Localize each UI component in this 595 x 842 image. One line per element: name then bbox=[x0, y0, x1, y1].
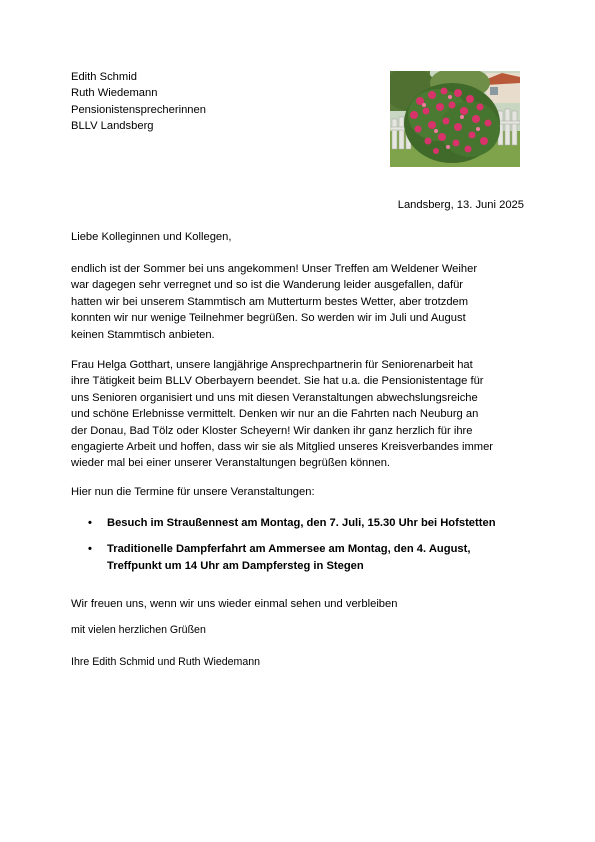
paragraph-line: wieder mal bei einer unserer Veranstaltungen begrüßen können. bbox=[71, 457, 391, 470]
greeting-line: mit vielen herzlichen Grüßen bbox=[71, 624, 206, 636]
paragraph-line: engagierte Arbeit und hoffen, dass wir sie als Mitglied unseres Kreisverbandes immer bbox=[71, 441, 494, 454]
rose-bush-photo bbox=[390, 71, 520, 167]
sender-line: BLLV Landsberg bbox=[71, 119, 154, 132]
paragraph-line: Frau Helga Gotthart, unsere langjährige Ansprechpartnerin für Seniorenarbeit hat bbox=[71, 359, 473, 371]
event-text: Treffpunkt um 14 Uhr am Dampfersteg in Stegen bbox=[107, 559, 364, 572]
sender-line: Edith Schmid bbox=[71, 71, 137, 83]
bullet-icon: • bbox=[88, 517, 92, 529]
paragraph-line: und schöne Erlebnisse vermittelt. Denken wir nur an die Fahrten nach Neuburg an bbox=[71, 408, 479, 421]
paragraph-line: war dagegen sehr verregnet und so ist die Wanderung leider ausgefallen, dafür bbox=[71, 279, 464, 292]
paragraph-line: uns Senioren organisiert und uns mit diesen Veranstaltungen abwechslungsreiche bbox=[71, 391, 478, 404]
paragraph-line: konnten wir nur wenige Teilnehmer begrüßen. So werden wir im Juli und August bbox=[71, 312, 466, 325]
events-list bbox=[71, 515, 531, 584]
salutation: Liebe Kolleginnen und Kollegen, bbox=[71, 231, 232, 243]
sender-line: Ruth Wiedemann bbox=[71, 87, 158, 100]
event-item bbox=[71, 541, 531, 574]
paragraph-summer bbox=[71, 261, 531, 343]
paragraph-line: endlich ist der Sommer bei uns angekommen! Unser Treffen am Weldener Weiher bbox=[71, 263, 478, 275]
letter-date: Landsberg, 13. Juni 2025 bbox=[397, 199, 524, 211]
event-text: Traditionelle Dampferfahrt am Ammersee am Montag, den 4. August, bbox=[107, 543, 471, 556]
paragraph-line: der Donau, Bad Tölz oder Kloster Scheyern! Wir danken ihr ganz herzlich für ihre bbox=[71, 424, 473, 437]
sender-block bbox=[71, 69, 206, 134]
signature: Ihre Edith Schmid und Ruth Wiedemann bbox=[71, 656, 261, 668]
event-text: Besuch im Straußennest am Montag, den 7. Juli, 15.30 Uhr bei Hofstetten bbox=[107, 517, 496, 529]
paragraph-farewell bbox=[71, 357, 531, 472]
paragraph-line: ihre Tätigkeit beim BLLV Oberbayern beendet. Sie hat u.a. die Pensionistentage für bbox=[71, 375, 484, 388]
event-item bbox=[71, 515, 531, 531]
paragraph-line: keinen Stammtisch anbieten. bbox=[71, 328, 215, 341]
sender-line: Pensionistensprecherinnen bbox=[71, 103, 206, 116]
bullet-icon: • bbox=[88, 543, 92, 556]
paragraph-line: hatten wir bei unserem Stammtisch am Mutterturm bestes Wetter, aber trotzdem bbox=[71, 295, 469, 308]
closing-line: Wir freuen uns, wenn wir uns wieder einmal sehen und verbleiben bbox=[71, 598, 398, 610]
events-intro: Hier nun die Termine für unsere Veranstaltungen: bbox=[71, 486, 315, 498]
